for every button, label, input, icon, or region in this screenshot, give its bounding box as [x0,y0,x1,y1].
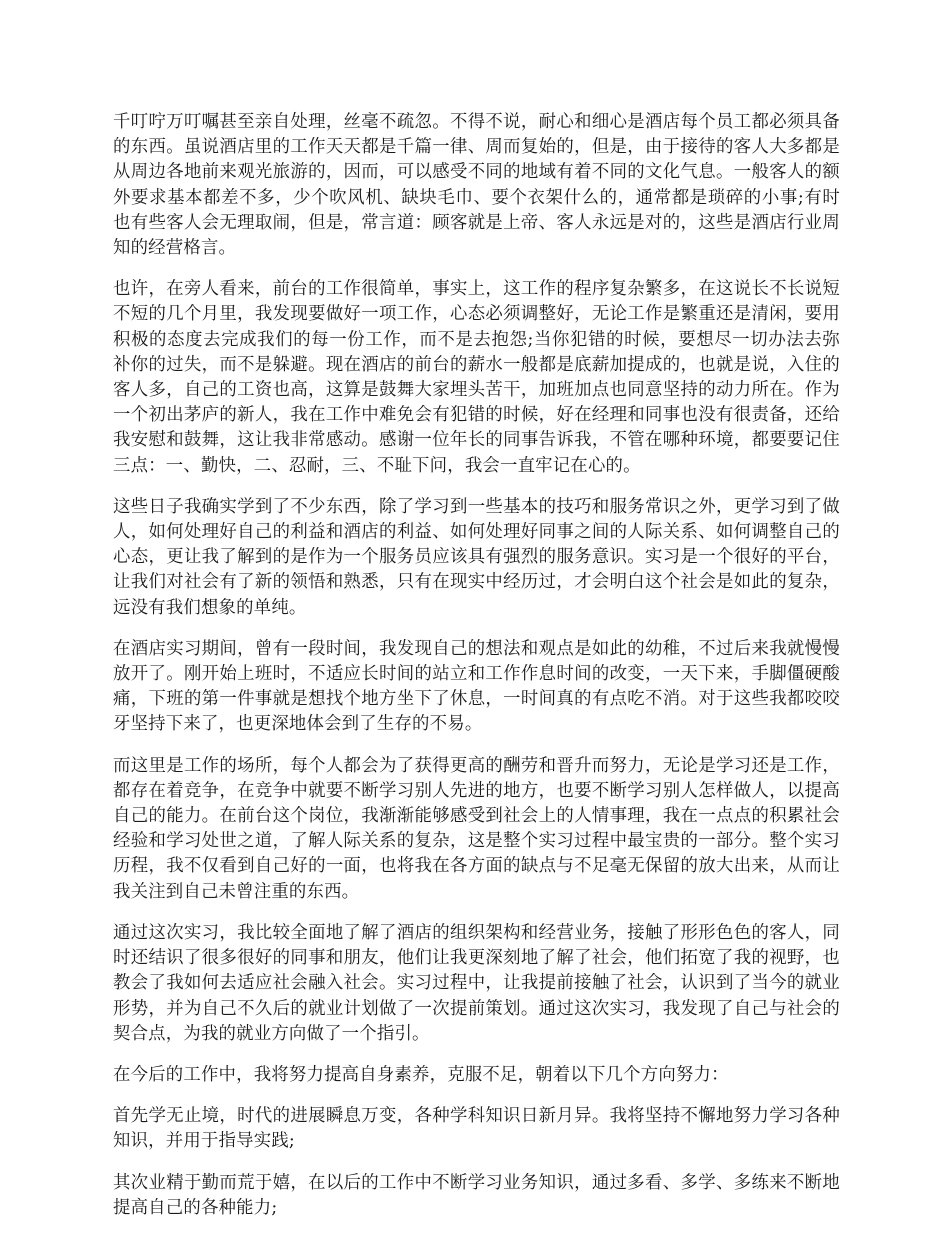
paragraph-7: 在今后的工作中，我将努力提高自身素养，克服不足，朝着以下几个方向努力： [113,1064,729,1085]
paragraph-2: 也许，在旁人看来，前台的工作很简单，事实上，这工作的程序复杂繁多，在这说长不长说短不短的几个月里，我发现要做好一项工作，心态必须调整好，无论工作是繁重还是清闲，要用积极的态度去完成我们的每一份工作，而不是去抱怨;当你犯错的时候，要想尽一切办法去弥补你的过失，而不是躲避。现在酒店的前台的薪水一般都是底薪加提成的，也就是说，入住的客人多，自己的工资也高，这算是鼓舞大家埋头苦干，加班加点也同意坚持的动力所在。作为一个初出茅庐的新人，我在工作中难免会有犯错的时候，好在经理和同事也没有很责备，还给我安慰和鼓舞，这让我非常感动。感谢一位年长的同事告诉我，不管在哪种环境，都要要记住三点：一、勤快，二、忍耐，三、不耻下问，我会一直牢记在心的。 [113,279,840,476]
paragraph-6: 通过这次实习，我比较全面地了解了酒店的组织架构和经营业务，接触了形形色色的客人，同时还结识了很多很好的同事和朋友，他们让我更深刻地了解了社会，他们拓宽了我的视野，也教会了我如何去适应社会融入社会。实习过程中，让我提前接触了社会，认识到了当今的就业形势，并为自己不久后的就业计划做了一次提前策划。通过这次实习，我发现了自己与社会的契合点，为我的就业方向做了一个指引。 [113,922,840,1044]
document-page [113,110,840,1237]
paragraph-3: 这些日子我确实学到了不少东西，除了学习到一些基本的技巧和服务常识之外，更学习到了做人，如何处理好自己的利益和酒店的利益、如何处理好同事之间的人际关系、如何调整自己的心态，更让我了解到的是作为一个服务员应该具有强烈的服务意识。实习是一个很好的平台，让我们对社会有了新的领悟和熟悉，只有在现实中经历过，才会明白这个社会是如此的复杂，远没有我们想象的单纯。 [113,496,840,618]
paragraph-4: 在酒店实习期间，曾有一段时间，我发现自己的想法和观点是如此的幼稚，不过后来我就慢慢放开了。刚开始上班时，不适应长时间的站立和工作作息时间的改变，一天下来，手脚僵硬酸痛，下班的第一件事就是想找个地方坐下了休息，一时间真的有点吃不消。对于这些我都咬咬牙坚持下来了，也更深地体会到了生存的不易。 [113,638,840,735]
paragraph-5: 而这里是工作的场所，每个人都会为了获得更高的酬劳和晋升而努力，无论是学习还是工作，都存在着竞争，在竞争中就要不断学习别人先进的地方，也要不断学习别人怎样做人，以提高自己的能力。在前台这个岗位，我渐渐能够感受到社会上的人情事理，我在一点点的积累社会经验和学习处世之道，了解人际关系的复杂，这是整个实习过程中最宝贵的一部分。整个实习历程，我不仅看到自己好的一面，也将我在各方面的缺点与不足毫无保留的放大出来，从而让我关注到自己未曾注重的东西。 [113,755,840,902]
paragraph-8: 首先学无止境，时代的进展瞬息万变，各种学科知识日新月异。我将坚持不懈地努力学习各种知识，并用于指导实践; [113,1106,840,1152]
paragraph-1: 千叮咛万叮嘱甚至亲自处理，丝毫不疏忽。不得不说，耐心和细心是酒店每个员工都必须具备的东西。虽说酒店里的工作天天都是千篇一律、周而复始的，但是，由于接待的客人大多都是从周边各地前来观光旅游的，因而，可以感受不同的地域有着不同的文化气息。一般客人的额外要求基本都差不多，少个吹风机、缺块毛巾、要个衣架什么的，通常都是琐碎的小事;有时也有些客人会无理取闹，但是，常言道：顾客就是上帝、客人永远是对的，这些是酒店行业周知的经营格言。 [113,112,840,259]
paragraph-9: 其次业精于勤而荒于嬉，在以后的工作中不断学习业务知识，通过多看、多学、多练来不断地提高自己的各种能力; [113,1172,840,1218]
